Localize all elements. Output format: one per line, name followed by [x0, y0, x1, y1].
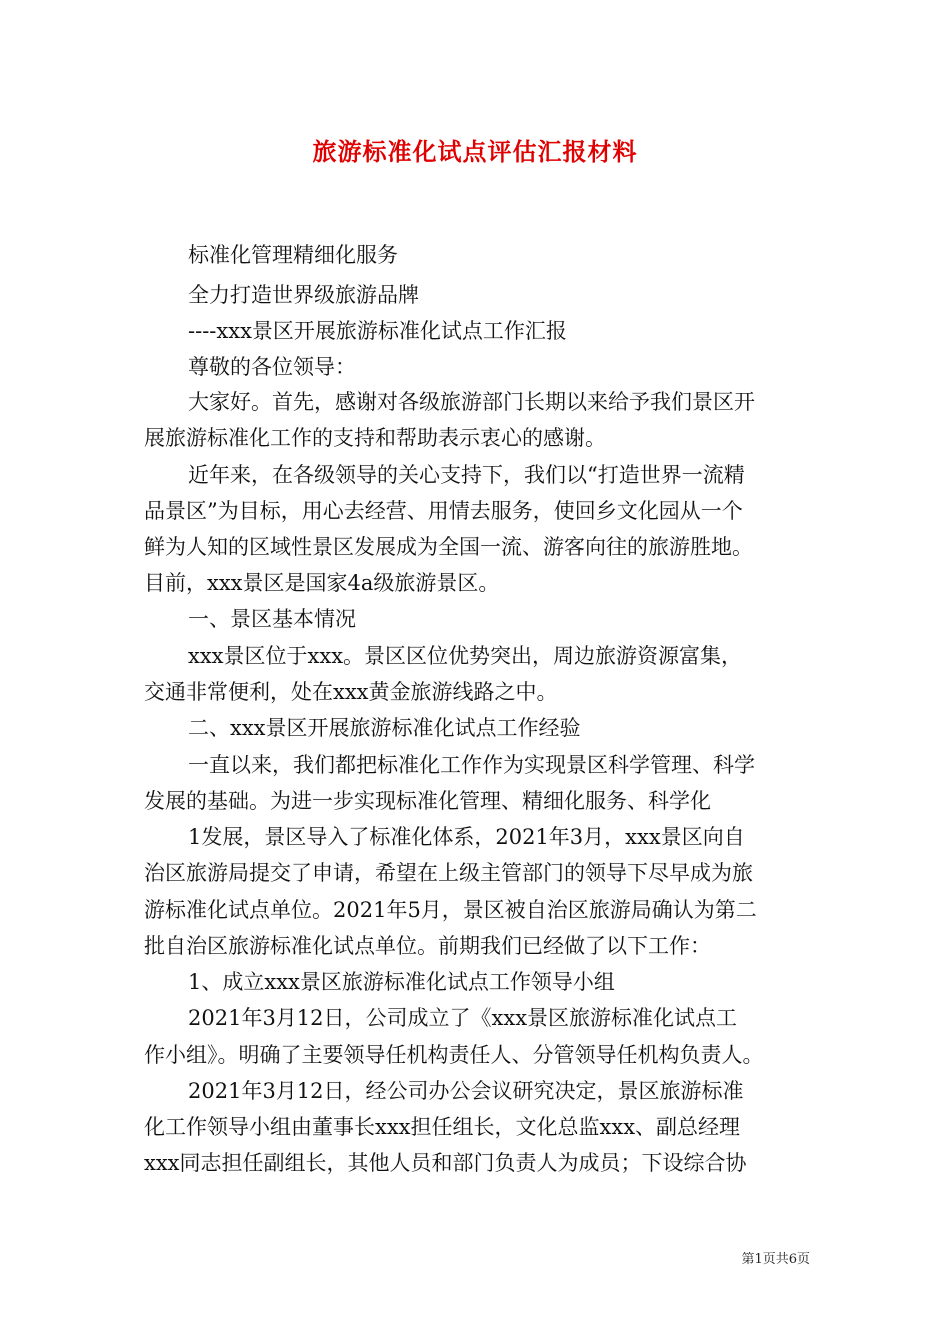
body-line: 化工作领导小组由董事长xxx担任组长，文化总监xxx、副总经理	[144, 1115, 741, 1139]
body-line: 展旅游标准化工作的支持和帮助表示衷心的感谢。	[144, 426, 606, 450]
body-line: 鲜为人知的区域性景区发展成为全国一流、游客向往的旅游胜地。	[144, 535, 753, 559]
body-line: 1发展，景区导入了标准化体系，2021年3月，xxx景区向自	[188, 825, 745, 849]
body-line: 全力打造世界级旅游品牌	[188, 283, 419, 307]
body-line: 品景区”为目标，用心去经营、用情去服务，使回乡文化园从一个	[144, 499, 743, 523]
section-heading: 二、xxx景区开展旅游标准化试点工作经验	[188, 716, 581, 740]
body-line: 一直以来，我们都把标准化工作作为实现景区科学管理、科学	[188, 753, 755, 777]
body-line: xxx景区位于xxx。景区区位优势突出，周边旅游资源富集，	[188, 644, 743, 668]
document-title: 旅游标准化试点评估汇报材料	[312, 137, 638, 166]
section-heading: 1、成立xxx景区旅游标准化试点工作领导小组	[188, 970, 615, 994]
body-line: 治区旅游局提交了申请，希望在上级主管部门的领导下尽早成为旅	[144, 861, 753, 885]
body-line: 大家好。首先，感谢对各级旅游部门长期以来给予我们景区开	[188, 390, 755, 414]
body-line: 近年来，在各级领导的关心支持下，我们以“打造世界一流精	[188, 463, 745, 487]
body-line: 标准化管理精细化服务	[188, 243, 398, 267]
body-line: 批自治区旅游标准化试点单位。前期我们已经做了以下工作：	[144, 934, 711, 958]
body-line: 游标准化试点单位。2021年5月，景区被自治区旅游局确认为第二	[144, 898, 757, 922]
body-line: xxx同志担任副组长，其他人员和部门负责人为成员；下设综合协	[144, 1151, 747, 1175]
body-line: 交通非常便利，处在xxx黄金旅游线路之中。	[144, 680, 558, 704]
body-line: 尊敬的各位领导：	[188, 355, 356, 379]
body-line: 2021年3月12日，公司成立了《xxx景区旅游标准化试点工	[188, 1006, 738, 1030]
body-line: 2021年3月12日，经公司办公会议研究决定，景区旅游标准	[188, 1079, 744, 1103]
body-line: ----xxx景区开展旅游标准化试点工作汇报	[188, 319, 567, 343]
page-number: 第1页共6页	[741, 1252, 810, 1267]
body-line: 发展的基础。为进一步实现标准化管理、精细化服务、科学化	[144, 789, 711, 813]
body-line: 目前，xxx景区是国家4a级旅游景区。	[144, 571, 500, 595]
body-line: 作小组》。明确了主要领导任机构责任人、分管领导任机构负责人。	[144, 1043, 764, 1067]
section-heading: 一、景区基本情况	[188, 607, 356, 631]
